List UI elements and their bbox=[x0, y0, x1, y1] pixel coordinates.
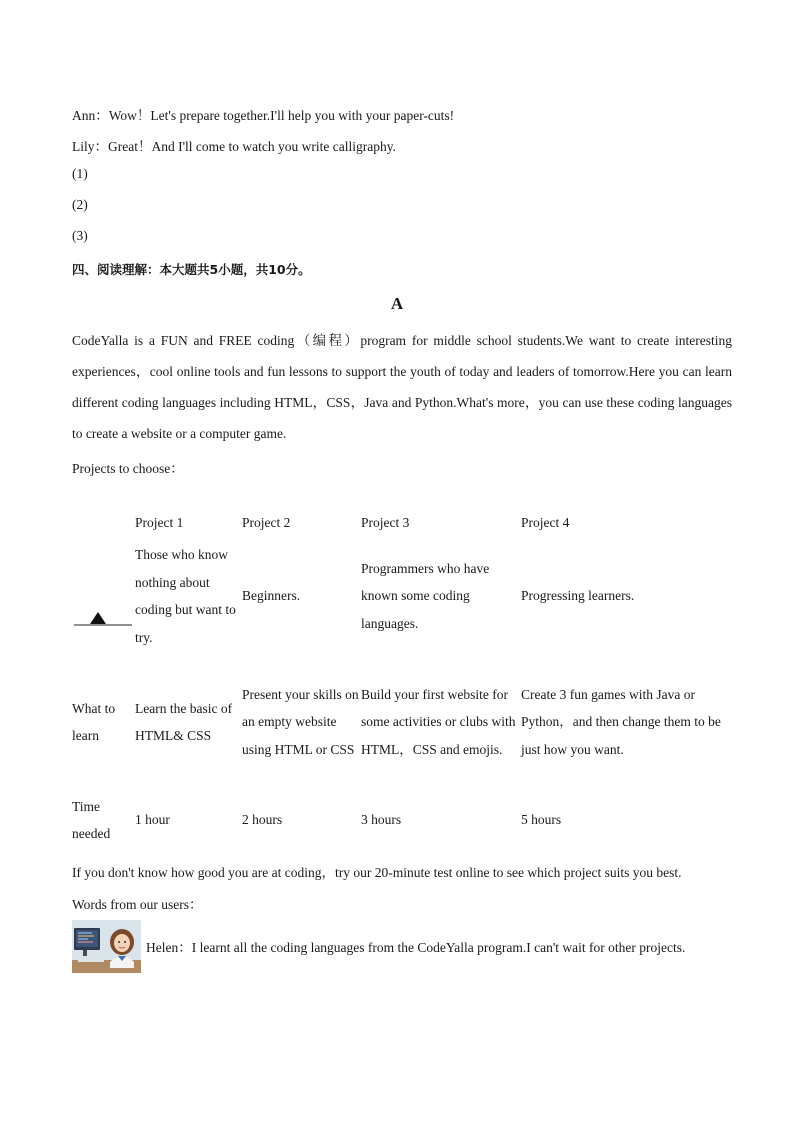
user-review bbox=[146, 936, 685, 956]
table-header: Project 4 bbox=[521, 515, 570, 531]
table-cell: 1 hour bbox=[135, 812, 170, 828]
table-cell: Beginners. bbox=[242, 588, 301, 604]
review-text: I learnt all the coding languages from the CodeYalla program.I can't wait for other projects. bbox=[191, 940, 686, 955]
blank-2: (2) bbox=[72, 197, 88, 212]
row-label-blank bbox=[72, 538, 135, 654]
dialogue-line-ann bbox=[72, 104, 454, 124]
speaker-name: Lily： bbox=[72, 139, 108, 154]
row-label: What to learn bbox=[72, 700, 116, 743]
words-label: Words from our users： bbox=[72, 897, 203, 912]
user-avatar-image bbox=[72, 920, 141, 973]
table-row bbox=[72, 790, 732, 850]
reviewer-name: Helen： bbox=[146, 940, 192, 955]
table-header: Project 2 bbox=[242, 515, 291, 531]
projects-label: Projects to choose： bbox=[72, 461, 184, 476]
table-cell: Those who know nothing about coding but want to try. bbox=[135, 547, 236, 645]
table-cell: Present your skills on an empty website using HTML or CSS bbox=[242, 686, 359, 757]
blank-1: (1) bbox=[72, 166, 88, 181]
test-note: If you don't know how good you are at coding，try our 20-minute test online to see which project suits you best. bbox=[72, 865, 682, 880]
table-cell: Programmers who have known some coding languages. bbox=[361, 560, 490, 631]
table-row bbox=[72, 538, 732, 654]
table-header-row bbox=[72, 508, 732, 538]
table-row bbox=[72, 654, 732, 790]
table-header: Project 1 bbox=[135, 515, 184, 531]
section-heading: 四、阅读理解：本大题共5小题，共10分。 bbox=[72, 262, 311, 277]
speaker-name: Ann： bbox=[72, 108, 109, 123]
table-corner-cell bbox=[72, 508, 135, 538]
blank-3: (3) bbox=[72, 228, 88, 243]
passage-title: A bbox=[390, 294, 404, 313]
table-cell: 5 hours bbox=[521, 812, 562, 828]
dialogue-line-lily bbox=[72, 135, 396, 155]
table-cell: 2 hours bbox=[242, 812, 283, 828]
triangle-icon bbox=[74, 612, 134, 626]
intro-paragraph: CodeYalla is a FUN and FREE coding（编程）program for middle school students.We want to create interesting experiences，cool online tools and fun lessons to support the youth of today and leaders of tomorrow.Here you can learn different coding languages including HTML，CSS，Java and Python.What's more，you can use these coding languages to create a website or a computer game. bbox=[72, 333, 732, 441]
table-cell: 3 hours bbox=[361, 812, 402, 828]
row-label: Time needed bbox=[72, 798, 111, 841]
dialogue-text: Wow！Let's prepare together.I'll help you with your paper-cuts! bbox=[108, 108, 455, 123]
table-cell: Progressing learners. bbox=[521, 588, 635, 604]
dialogue-text: Great！And I'll come to watch you write calligraphy. bbox=[108, 139, 396, 154]
projects-table bbox=[72, 508, 732, 850]
table-header: Project 3 bbox=[361, 515, 410, 531]
table-cell: Create 3 fun games with Java or Python，and then change them to be just how you want. bbox=[521, 686, 721, 757]
table-cell: Learn the basic of HTML& CSS bbox=[135, 700, 233, 743]
table-cell: Build your first website for some activities or clubs with HTML，CSS and emojis. bbox=[361, 686, 516, 757]
